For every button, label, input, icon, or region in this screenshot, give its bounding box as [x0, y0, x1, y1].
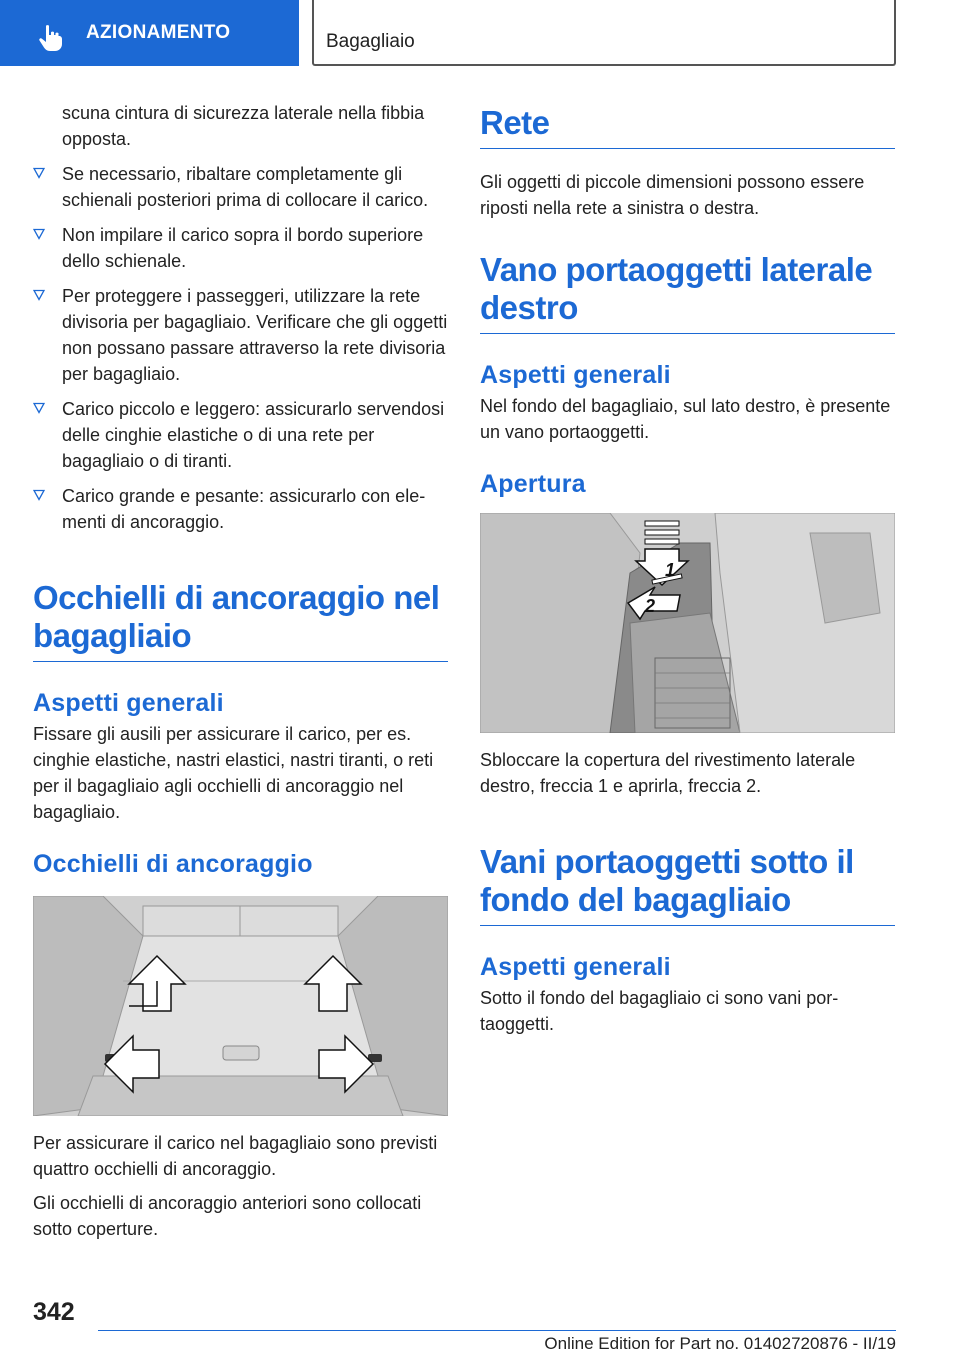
subheading-opening: Apertura — [480, 470, 586, 498]
footer-edition: Online Edition for Part no. 01402720876 - II/19 — [544, 1334, 896, 1353]
list-item-text: Carico grande e pesante: assicurarlo con elementi di ancoraggio. — [62, 486, 426, 532]
subheading-anchor-eyes: Occhielli di ancoraggio — [33, 850, 313, 878]
footer-divider — [98, 1330, 896, 1331]
list-item-text: Carico piccolo e leggero: assicurarlo servendosi delle cinghie elastiche o di una rete per bagagliaio o di tiranti. — [62, 399, 445, 471]
triangle-bullet-icon — [33, 228, 45, 240]
cargo-floor-drawing — [33, 896, 448, 1116]
list-item-text: Non impilare il carico sopra il bordo superiore dello schienale. — [62, 225, 424, 271]
section-heading-underfloor-compartments: Vani portaoggetti sotto il fondo del bagagliaio — [480, 843, 895, 926]
paragraph: Gli oggetti di piccole dimensioni possono essere riposti nella rete a sinistra o destra. — [480, 172, 865, 218]
subheading-general: Aspetti generali — [33, 689, 224, 717]
paragraph: Fissare gli ausili per assicurare il carico, per es. cinghie elastiche, nastri elastici, nastri tiranti, o reti per il bagagliaio agli occhielli di ancoraggio nel bagagliaio. — [33, 724, 434, 822]
triangle-bullet-icon — [33, 402, 45, 414]
triangle-bullet-icon — [33, 289, 45, 301]
list-item — [33, 222, 448, 274]
list-item — [33, 396, 448, 474]
triangle-bullet-icon — [33, 167, 45, 179]
subheading-general: Aspetti generali — [480, 361, 671, 389]
paragraph: Sotto il fondo del bagagliaio ci sono vani portaoggetti. — [480, 988, 839, 1034]
section-heading-net: Rete — [480, 104, 895, 149]
side-compartment-drawing — [480, 513, 895, 733]
cargo-floor-illustration — [33, 896, 448, 1116]
list-item — [33, 283, 448, 387]
hand-pointer-icon — [38, 24, 64, 52]
bullet-list — [33, 161, 448, 535]
left-column — [33, 100, 448, 1242]
paragraph: Nel fondo del bagagliaio, sul lato destro, è presente un vano portaoggetti. — [480, 396, 891, 442]
paragraph: Per assicurare il carico nel bagagliaio sono previsti quattro occhielli di ancoraggio. — [33, 1133, 438, 1179]
intro-text: scuna cintura di sicurezza laterale nella fibbia opposta. — [62, 103, 425, 149]
section-heading-side-compartment: Vano portaoggetti laterale destro — [480, 251, 895, 334]
paragraph: Sbloccare la copertura del rivestimento laterale destro, freccia 1 e aprirla, freccia 2. — [480, 750, 856, 796]
arrow-2-label: 2 — [645, 596, 656, 616]
list-item — [33, 161, 448, 213]
section-label: AZIONAMENTO — [86, 22, 231, 43]
right-column — [480, 100, 895, 1037]
side-compartment-illustration — [480, 513, 895, 733]
paragraph: Gli occhielli di ancoraggio anteriori sono collocati sotto coperture. — [33, 1193, 422, 1239]
section-tab[interactable] — [0, 0, 299, 66]
section-heading-anchor-eyes: Occhielli di ancoraggio nel bagagliaio — [33, 579, 448, 662]
triangle-bullet-icon — [33, 489, 45, 501]
list-item — [33, 483, 448, 535]
subheading-general: Aspetti generali — [480, 953, 671, 981]
page-number: 342 — [33, 1298, 75, 1326]
page-title: Bagagliaio — [326, 31, 415, 52]
arrow-1-label: 1 — [665, 560, 676, 580]
list-item-text: Se necessario, ribaltare completamente gli schienali posteriori prima di collocare il carico. — [62, 164, 429, 210]
list-item-text: Per proteggere i passeggeri, utilizzare la rete divisoria per bagagliaio. Verificare che gli oggetti non possano passare attraverso la rete divisoria per bagagliaio. — [62, 286, 448, 384]
